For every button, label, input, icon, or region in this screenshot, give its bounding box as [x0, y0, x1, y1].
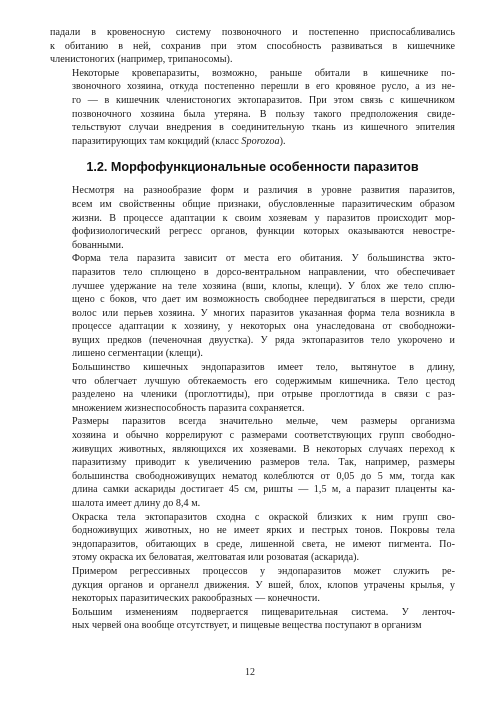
paragraph: Некоторые кровепаразиты, возможно, раньше обитали в кишечнике по- звоночного хозяина, откуда постепенно перешли в его кровяное русло, а из не- го — в кишечник членистоногих эктопаразитов. При этом связь с кишечником позвоночного хозяина была утеряна. В пользу такого предположения свиде- тельствуют случаи внедрения в соединительную ткань из кишечного эпителия паразитирующих там кокцидий (класс Sporozoa).: [72, 67, 455, 147]
paragraph: Примером регрессивных процессов у эндопаразитов может служить ре- дукция органов и органелл движения. У вшей, блох, клопов утрачены крылья, у некоторых паразитических ракообразных — конечности.: [72, 565, 455, 605]
paragraph: Размеры паразитов всегда значительно мельче, чем размеры организма хозяина и обычно коррелируют с размерами соответствующих групп свободно- живущих животных, являющихся их хозяевами. В некоторых случаях переход к паразитизму приводит к увеличению размеров тела. Так, например, размеры большинства свободноживущих нематод колеблются от 0,05 до 5 мм, тогда как длина самки аскариды достигает 45 см, ришты — 1,5 м, а паразит плаценты ка- шалота имеет длину до 8,4 м.: [72, 416, 455, 509]
document-page: [50, 26, 455, 633]
paragraph: Форма тела паразита зависит от места его обитания. У большинства экто- паразитов тело сплющено в дорсо-вентральном направлении, что обеспечивает лучшее удержание на теле хозяина (вши, клопы, клещи). У блох же тело сплю- щено с боков, что дает им возможность свободнее передвигаться в шерсти, среди волос или перьев хозяина. У многих паразитов указанная форма тела возникла в процессе адаптации к хозяину, у некоторых она унаследована от свободножи- вущих предков (печеночная двуустка). У ряда эктопаразитов тело укорочено и лишено сегментации (клещи).: [72, 253, 455, 360]
paragraph: Большим изменениям подвергается пищеварительная система. У ленточ- ных червей она вообще отсутствует, и пищевые вещества поступают в организм: [72, 606, 455, 632]
paragraph: Несмотря на разнообразие форм и различия в уровне развития паразитов, всем им свойственны общие признаки, обусловленные паразитическим образом жизни. В процессе адаптации к своим хозяевам у паразитов происходит мор- фофизиологический регресс органов, функции которых оказываются невостре- бованными.: [72, 185, 455, 251]
paragraph: Большинство кишечных эндопаразитов имеет тело, вытянутое в длину, что облегчает лучшую обтекаемость его содержимым кишечника. Тело цестод разделено на членики (проглоттиды), при отрыве проглоттида в связи с раз- множением жизнеспособность паразита сохраняется.: [72, 362, 455, 414]
paragraph: Окраска тела эктопаразитов сходна с окраской близких к ним групп сво- бодноживущих животных, но не имеет ярких и пестрых тонов. Покровы тела эндопаразитов, обитающих в среде, лишенной света, не имеют пигмента. По- этому окраска их беловатая, желтоватая или розоватая (аскарида).: [72, 511, 455, 564]
paragraph: падали в кровеносную систему позвоночного и постепенно приспосабливались к обитанию в ней, сохранив при этом способность развиваться в кишечнике членистоногих (например, трипаносомы).: [50, 27, 455, 66]
section-title: 1.2. Морфофункциональные особенности паразитов: [86, 160, 419, 175]
page-number: 12: [245, 667, 255, 678]
